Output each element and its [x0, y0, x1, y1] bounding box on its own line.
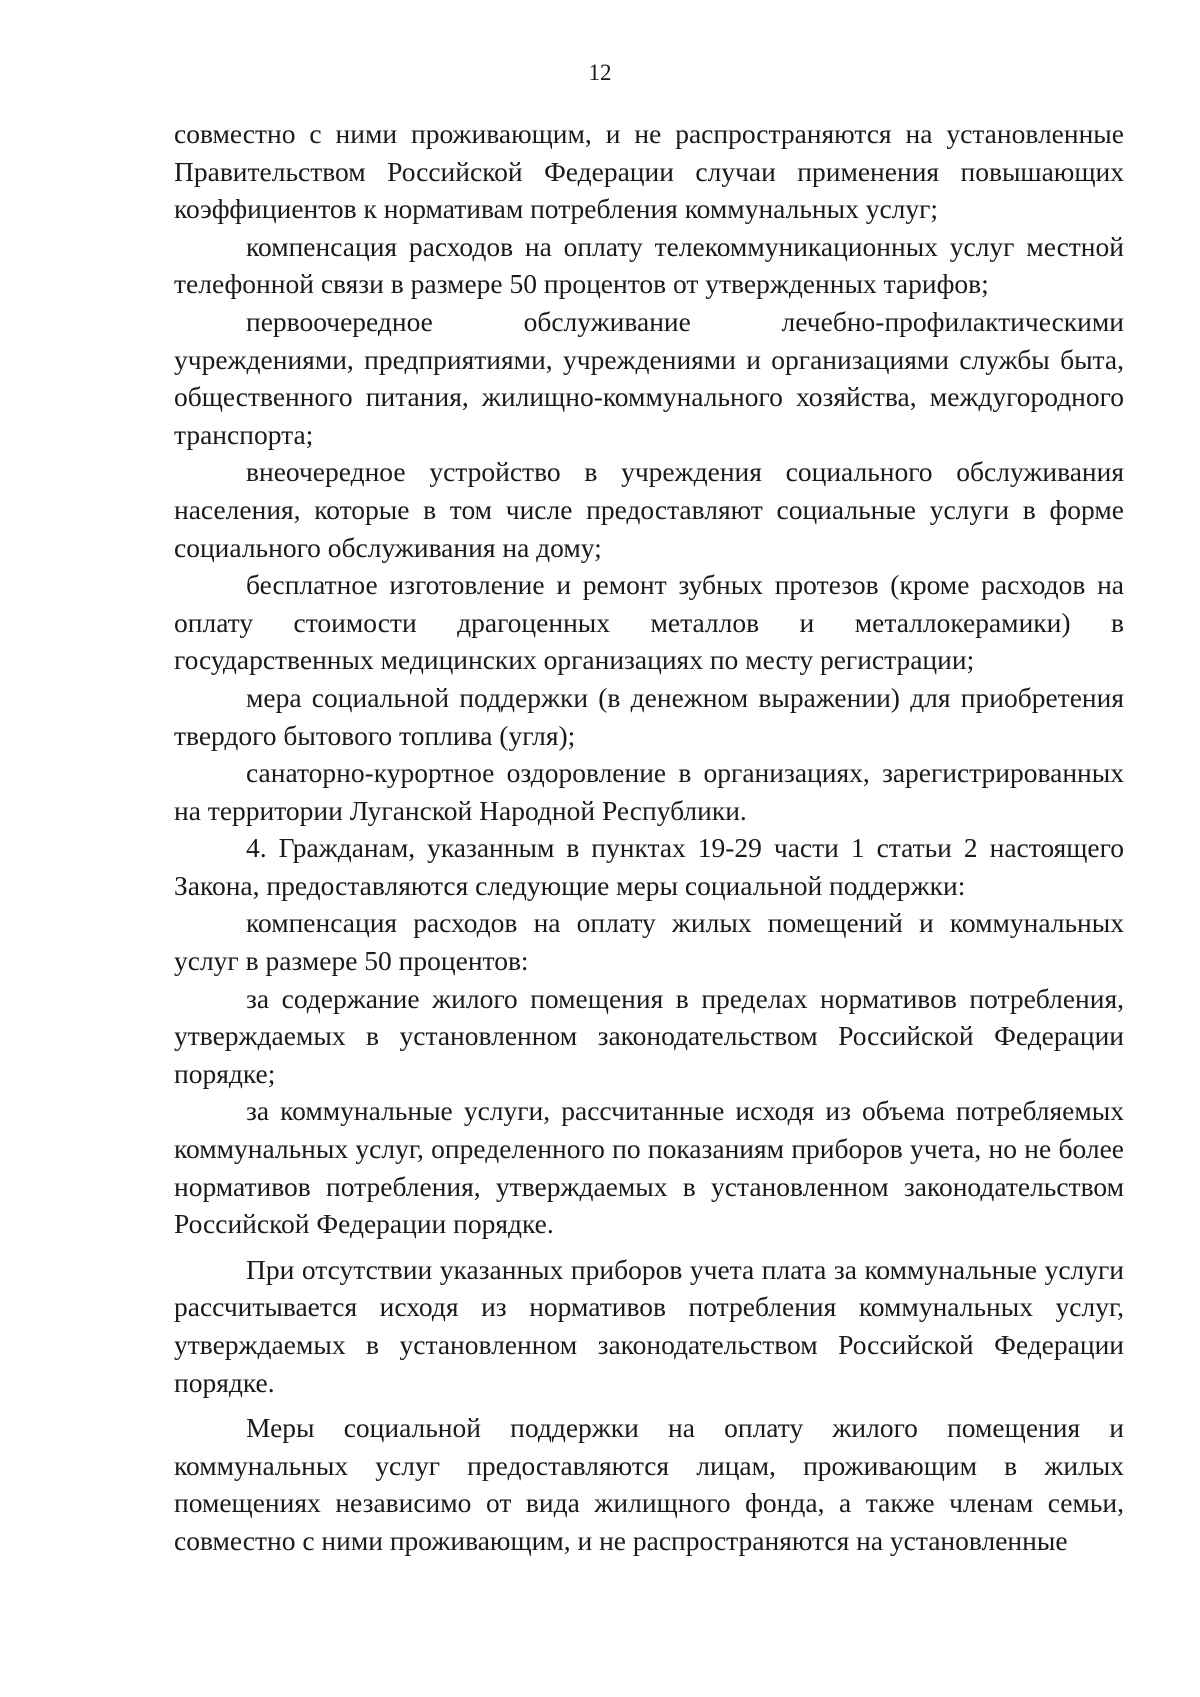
- paragraph-9: компенсация расходов на оплату жилых помещений и коммунальных услуг в размере 50 процентов:: [174, 907, 1124, 977]
- page-number: 12: [588, 60, 612, 85]
- paragraph-3: первоочередное обслуживание лечебно-профилактическими учреждениями, предприятиями, учреждениями и организациями службы быта, общественного питания, жилищно-коммунального хозяйства, междугородного транспорта;: [174, 305, 1124, 450]
- paragraph-6: мера социальной поддержки (в денежном выражении) для приобретения твердого бытового топлива (угля);: [174, 681, 1124, 751]
- paragraph-5: бесплатное изготовление и ремонт зубных протезов (кроме расходов на оплату стоимости драгоценных металлов и металлокерамики) в государственных медицинских организациях по месту регистрации;: [174, 569, 1124, 676]
- document-body: [174, 115, 1124, 1560]
- paragraph-1: совместно с ними проживающим, и не распространяются на установленные Правительством Российской Федерации случаи применения повышающих коэффициентов к нормативам потребления коммунальных услуг;: [174, 118, 1124, 225]
- paragraph-13: Меры социальной поддержки на оплату жилого помещения и коммунальных услуг предоставляются лицам, проживающим в жилых помещениях независимо от вида жилищного фонда, а также членам семьи, совместно с ними проживающим, и не распространяются на установленные: [174, 1412, 1124, 1556]
- paragraph-7: санаторно-курортное оздоровление в организациях, зарегистрированных на территории Луганской Народной Республики.: [174, 757, 1124, 826]
- paragraph-10: за содержание жилого помещения в пределах нормативов потребления, утверждаемых в установленном законодательством Российской Федерации порядке;: [174, 982, 1124, 1089]
- paragraph-11: за коммунальные услуги, рассчитанные исходя из объема потребляемых коммунальных услуг, определенного по показаниям приборов учета, но не более нормативов потребления, утверждаемых в установленном законодательством Российской Федерации порядке.: [174, 1095, 1124, 1240]
- paragraph-12: При отсутствии указанных приборов учета плата за коммунальные услуги рассчитывается исходя из нормативов потребления коммунальных услуг, утверждаемых в установленном законодательством Российской Федерации порядке.: [174, 1253, 1124, 1398]
- paragraph-4: внеочередное устройство в учреждения социального обслуживания населения, которые в том числе предоставляют социальные услуги в форме социального обслуживания на дому;: [174, 456, 1124, 563]
- paragraph-8: 4. Гражданам, указанным в пунктах 19-29 части 1 статьи 2 настоящего Закона, предоставляются следующие меры социальной поддержки:: [174, 832, 1124, 901]
- paragraph-2: компенсация расходов на оплату телекоммуникационных услуг местной телефонной связи в размере 50 процентов от утвержденных тарифов;: [174, 230, 1124, 300]
